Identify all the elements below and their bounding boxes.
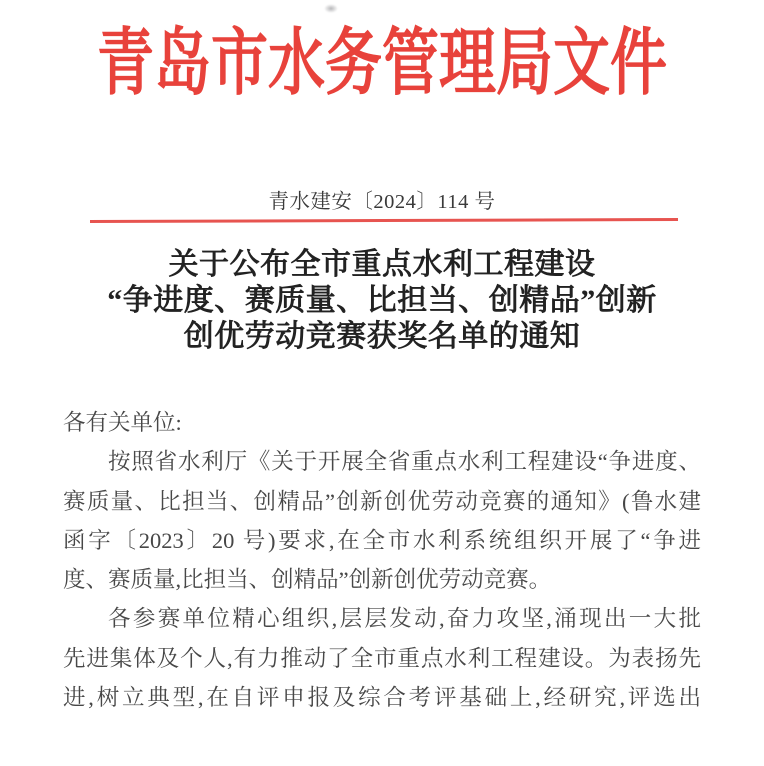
document-title-line-1: 关于公布全市重点水利工程建设 <box>168 248 596 281</box>
paragraph2-line-3: 进,树立典型,在自评申报及综合考评基础上,经研究,评选出 <box>63 685 701 711</box>
scan-artifact-speck <box>324 4 338 13</box>
paragraph1-line-2: 赛质量、比担当、创精品”创新创优劳动竞赛的通知》(鲁水建 <box>63 488 701 514</box>
document-title-line-3: 创优劳动竞赛获奖名单的通知 <box>183 320 581 353</box>
red-divider-line <box>90 218 678 223</box>
document-title-line-2: “争进度、赛质量、比担当、创精品”创新 <box>107 284 657 317</box>
paragraph2-line-1: 各参赛单位精心组织,层层发动,奋力攻坚,涌现出一大批 <box>108 606 701 632</box>
document-number: 青水建安〔2024〕114 号 <box>268 191 496 213</box>
salutation-line: 各有关单位: <box>63 410 182 435</box>
document-title <box>0 247 764 355</box>
document-header-title: 青岛市水务管理局文件 <box>97 23 667 105</box>
paragraph1-line-1: 按照省水利厅《关于开展全省重点水利工程建设“争进度、 <box>108 449 701 475</box>
paragraph1-line-4: 度、赛质量,比担当、创精品”创新创优劳动竞赛。 <box>63 567 552 593</box>
document-body <box>63 403 701 717</box>
paragraph1-line-3: 函字〔2023〕20 号)要求,在全市水利系统组织开展了“争进 <box>63 527 701 553</box>
paragraph2-line-2: 先进集体及个人,有力推动了全市重点水利工程建设。为表扬先 <box>63 645 701 671</box>
